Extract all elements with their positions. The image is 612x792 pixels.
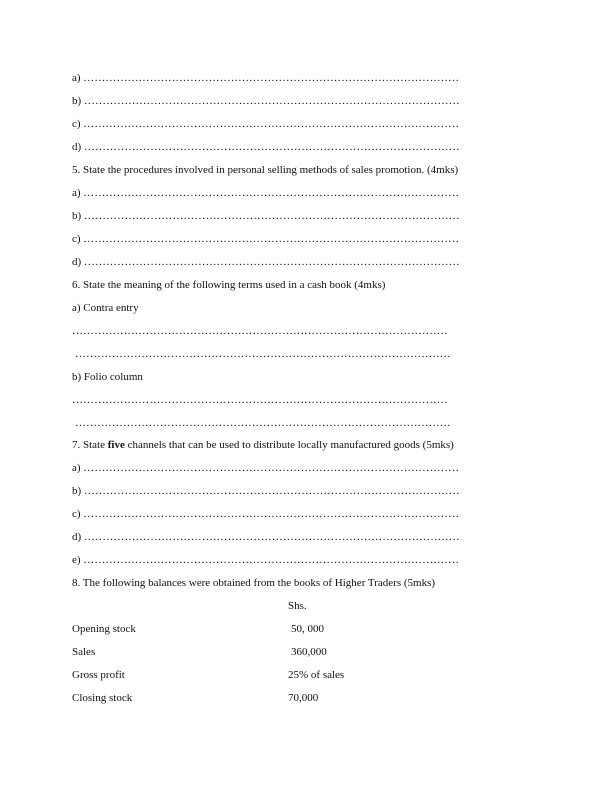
answer-label: e) <box>72 554 84 566</box>
balance-value: 70,000 <box>288 692 319 704</box>
answer-label: a) <box>72 462 84 474</box>
answer-label: b) <box>72 210 84 222</box>
q7-question-end: channels that can be used to distribute locally manufactured goods (5mks) <box>124 439 454 451</box>
q4-answer-b <box>72 94 460 108</box>
answer-label: d) <box>72 256 84 268</box>
dotted-line: ………………………………………………………………………………………… <box>83 72 459 84</box>
q7-question-emphasis: five <box>107 439 125 451</box>
q4-answer-a <box>72 71 459 85</box>
q7-answer-e <box>72 553 459 567</box>
dotted-line: ………………………………………………………………………………………… <box>83 485 460 497</box>
dotted-line: ………………………………………………………………………………………… <box>83 233 459 245</box>
q8-question: 8. The following balances were obtained from the books of Higher Traders (5mks) <box>72 577 436 589</box>
q7-answer-c <box>72 507 459 521</box>
q4-answer-c <box>72 117 459 131</box>
answer-label: c) <box>72 118 84 130</box>
balance-value: 360,000 <box>291 646 327 658</box>
table-row <box>72 668 472 682</box>
dotted-line: ………………………………………………………………………………………… <box>83 118 459 130</box>
answer-label: d) <box>72 141 84 153</box>
answer-label: b) <box>72 95 84 107</box>
dotted-line: ………………………………………………………………………………………… <box>83 210 460 222</box>
answer-label: a) <box>72 72 84 84</box>
dotted-line: ………………………………………………………………………………………… <box>83 95 460 107</box>
answer-label: c) <box>72 233 84 245</box>
q7-answer-a <box>72 461 459 475</box>
q6-part-a-line-2: ………………………………………………………………………………………… <box>75 348 451 360</box>
balance-label: Opening stock <box>72 623 136 635</box>
dotted-line: ………………………………………………………………………………………… <box>83 531 460 543</box>
q6-part-a: a) Contra entry <box>72 302 139 314</box>
balance-value: 25% of sales <box>288 669 345 681</box>
dotted-line: ………………………………………………………………………………………… <box>83 141 460 153</box>
dotted-line: ………………………………………………………………………………………… <box>83 256 460 268</box>
answer-label: d) <box>72 531 84 543</box>
table-row <box>72 622 472 636</box>
q7-question-start: 7. State <box>72 439 108 451</box>
q6-part-b-line-1: ………………………………………………………………………………………… <box>72 394 448 406</box>
q6-question: 6. State the meaning of the following terms used in a cash book (4mks) <box>72 279 386 291</box>
q7-answer-b <box>72 484 460 498</box>
answer-label: b) <box>72 485 84 497</box>
q6-part-a-line-1: ………………………………………………………………………………………… <box>72 325 448 337</box>
q6-part-b: b) Folio column <box>72 371 143 383</box>
answer-label: a) <box>72 187 84 199</box>
balance-value: 50, 000 <box>291 623 324 635</box>
q5-answer-a <box>72 186 459 200</box>
q6-part-b-line-2: ………………………………………………………………………………………… <box>75 417 451 429</box>
currency-header: Shs. <box>288 600 307 612</box>
balance-label: Sales <box>72 646 96 658</box>
balance-label: Gross profit <box>72 669 125 681</box>
dotted-line: ………………………………………………………………………………………… <box>83 462 459 474</box>
dotted-line: ………………………………………………………………………………………… <box>83 554 459 566</box>
dotted-line: ………………………………………………………………………………………… <box>83 508 459 520</box>
q5-question: 5. State the procedures involved in personal selling methods of sales promotion. (4mks) <box>72 164 459 176</box>
answer-label: c) <box>72 508 84 520</box>
q5-answer-b <box>72 209 460 223</box>
q5-answer-c <box>72 232 459 246</box>
balance-label: Closing stock <box>72 692 133 704</box>
q4-answer-d <box>72 140 460 154</box>
q7-answer-d <box>72 530 460 544</box>
q5-answer-d <box>72 255 460 269</box>
q7-question <box>72 438 454 452</box>
dotted-line: ………………………………………………………………………………………… <box>83 187 459 199</box>
table-row <box>72 691 472 705</box>
table-row <box>72 645 472 659</box>
